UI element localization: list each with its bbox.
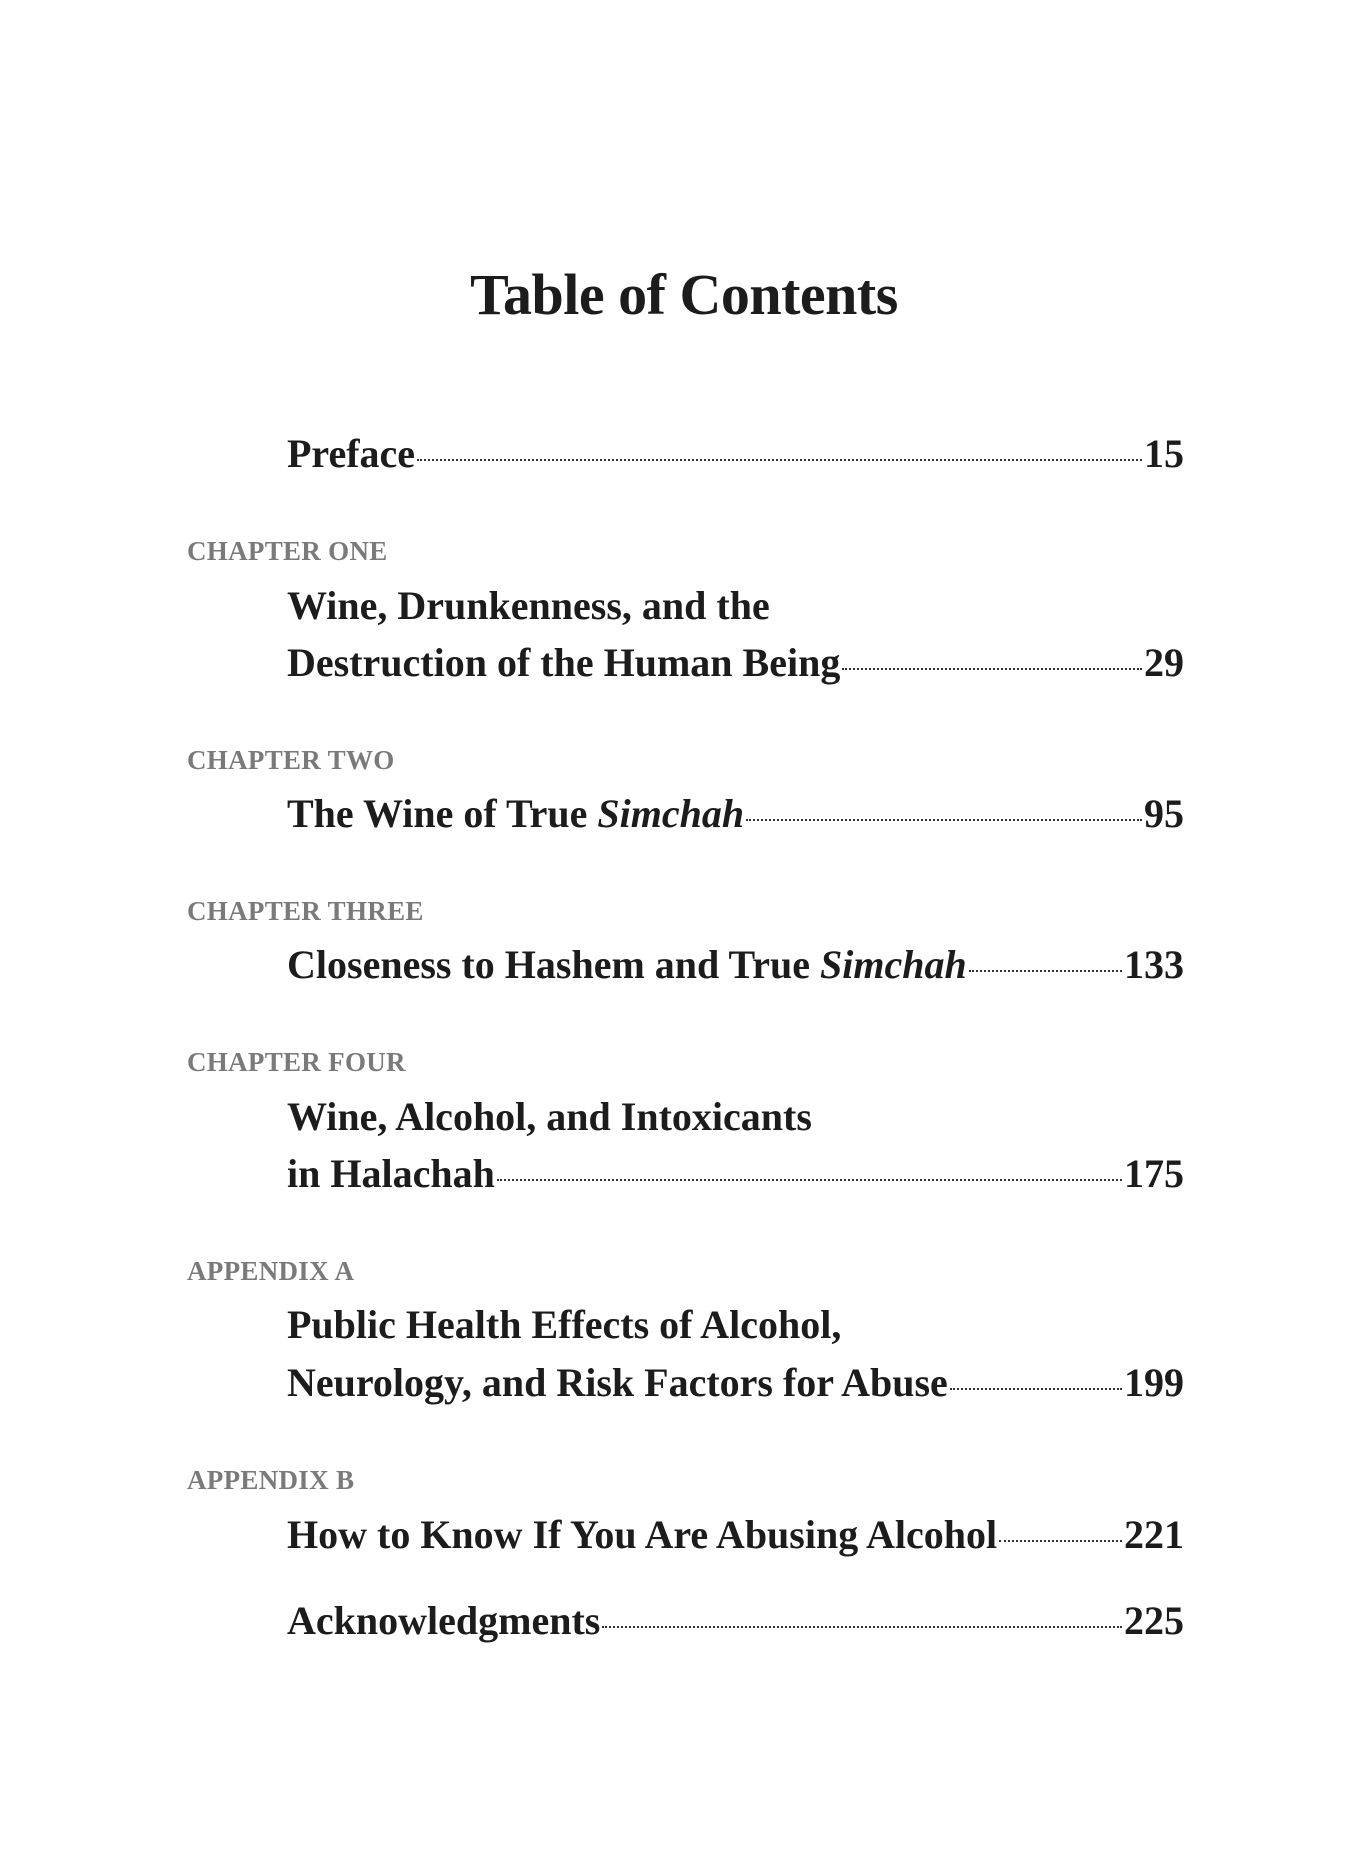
italic-term: Simchah (597, 791, 745, 836)
dot-leader (417, 459, 1142, 461)
page-number: 199 (1124, 1360, 1184, 1405)
toc-entry-title-line (287, 1091, 1184, 1143)
italic-term: Simchah (820, 942, 967, 987)
page-number: 175 (1124, 1151, 1184, 1196)
dot-leader (497, 1179, 1122, 1181)
toc-entry-chapter-three (287, 939, 1184, 991)
toc-entry-title: Acknowledgments (287, 1598, 601, 1643)
toc-entry-acknowledgments (287, 1595, 1184, 1647)
toc-entry-title: Neurology, and Risk Factors for Abuse (287, 1360, 948, 1405)
dot-leader (999, 1540, 1122, 1542)
chapter-label: CHAPTER THREE (187, 896, 424, 926)
page-number: 29 (1144, 640, 1184, 685)
page-number: 15 (1144, 431, 1184, 476)
toc-entry-chapter-two (287, 788, 1184, 840)
toc-entry-appendix-b (287, 1509, 1184, 1561)
dot-leader (746, 819, 1142, 821)
appendix-label: APPENDIX A (187, 1256, 355, 1286)
toc-entry-title: Public Health Effects of Alcohol, (287, 1302, 842, 1347)
toc-entry-title: Closeness to Hashem and True Simchah (287, 942, 967, 987)
toc-entry-chapter-one (287, 637, 1184, 689)
dot-leader (602, 1626, 1122, 1628)
toc-entry-title-line (287, 1299, 1184, 1351)
dot-leader (950, 1388, 1122, 1390)
page-number: 221 (1124, 1512, 1184, 1557)
toc-entry-title: How to Know If You Are Abusing Alcohol (287, 1512, 998, 1557)
chapter-label: CHAPTER FOUR (187, 1047, 406, 1077)
dot-leader (969, 970, 1122, 972)
toc-entry-title-line (287, 580, 1184, 632)
page-number: 133 (1124, 942, 1184, 987)
appendix-label: APPENDIX B (187, 1465, 355, 1495)
toc-entry-title: The Wine of True Simchah (287, 791, 745, 836)
chapter-label: CHAPTER TWO (187, 745, 395, 775)
page-number: 95 (1144, 791, 1184, 836)
dot-leader (842, 668, 1142, 670)
toc-entry-appendix-a (287, 1357, 1184, 1409)
chapter-label: CHAPTER ONE (187, 536, 388, 566)
toc-entry-title: Wine, Alcohol, and Intoxicants (287, 1094, 812, 1139)
toc-entry-title: Preface (287, 431, 416, 476)
toc-entry-title: Wine, Drunkenness, and the (287, 583, 770, 628)
toc-entry-preface (287, 428, 1184, 480)
page-title: Table of Contents (470, 262, 898, 327)
page-number: 225 (1124, 1598, 1184, 1643)
toc-entry-title: Destruction of the Human Being (287, 640, 841, 685)
toc-entry-title: in Halachah (287, 1151, 495, 1196)
toc-entry-chapter-four (287, 1148, 1184, 1200)
